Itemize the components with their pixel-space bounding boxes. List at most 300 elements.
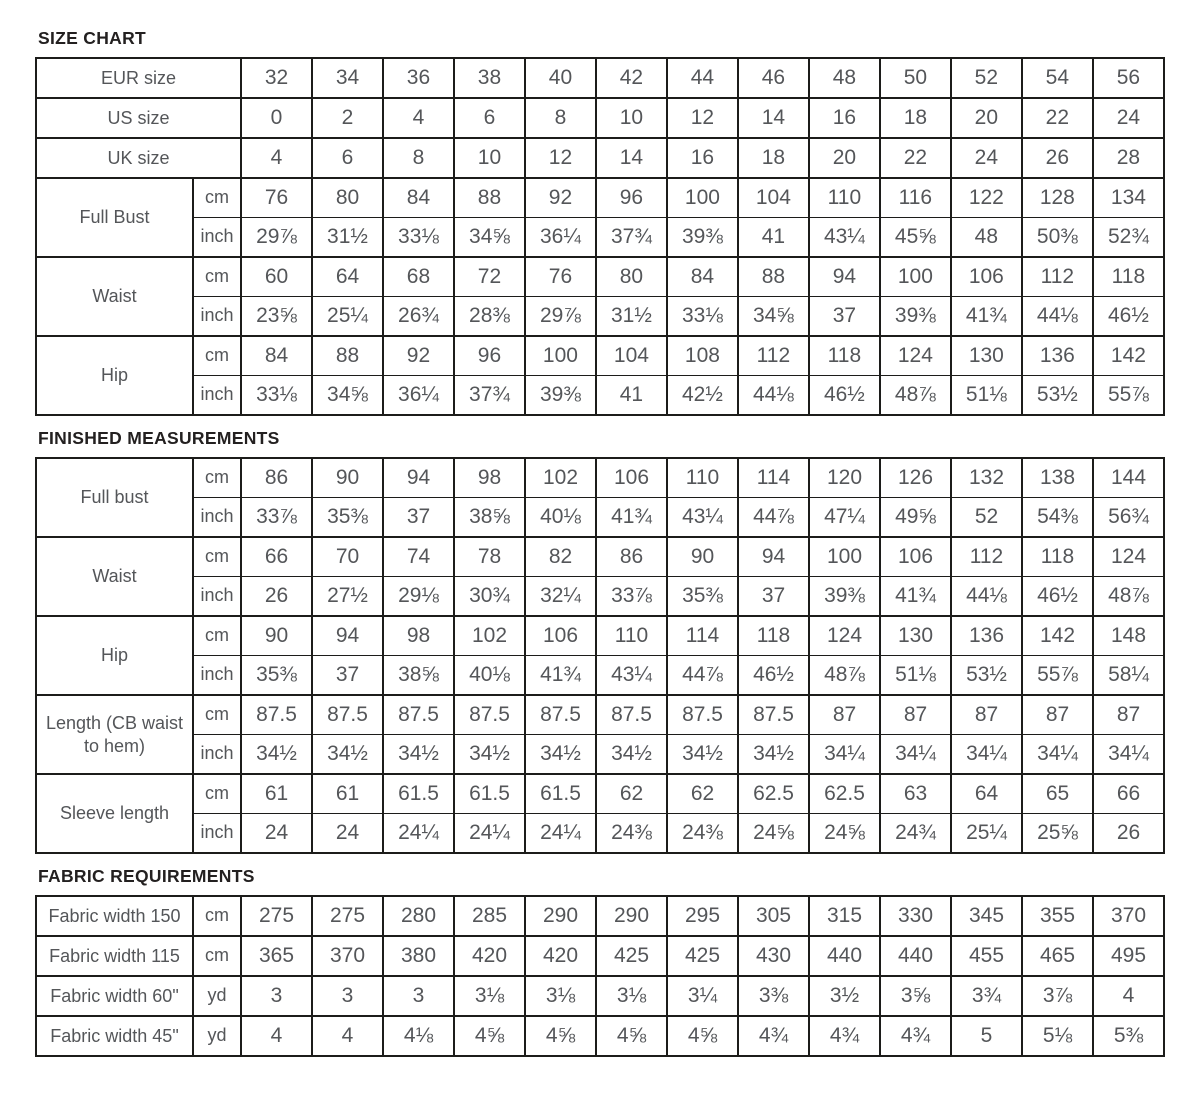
value-cell: 34½ xyxy=(241,735,312,775)
value-cell: 40⅛ xyxy=(525,498,596,538)
value-cell: 102 xyxy=(525,458,596,498)
value-cell: 370 xyxy=(312,936,383,976)
value-cell: 136 xyxy=(951,616,1022,656)
value-cell: 42½ xyxy=(667,376,738,416)
value-cell: 87.5 xyxy=(383,695,454,735)
size-chart-title: SIZE CHART xyxy=(38,28,146,48)
value-cell: 34⅝ xyxy=(312,376,383,416)
value-cell: 87.5 xyxy=(312,695,383,735)
value-cell: 12 xyxy=(525,138,596,178)
value-cell: 42 xyxy=(596,58,667,98)
value-cell: 4⅝ xyxy=(667,1016,738,1056)
value-cell: 61 xyxy=(312,774,383,814)
value-cell: 26 xyxy=(241,577,312,617)
value-cell: 39⅜ xyxy=(880,297,951,337)
value-cell: 25⅝ xyxy=(1022,814,1093,854)
unit-cell: cm xyxy=(193,178,241,218)
value-cell: 14 xyxy=(738,98,809,138)
unit-cell: cm xyxy=(193,695,241,735)
value-cell: 60 xyxy=(241,257,312,297)
finished-measurements-table xyxy=(35,457,1165,854)
value-cell: 35⅜ xyxy=(241,656,312,696)
value-cell: 35⅜ xyxy=(667,577,738,617)
value-cell: 87 xyxy=(880,695,951,735)
value-cell: 8 xyxy=(525,98,596,138)
value-cell: 33⅛ xyxy=(241,376,312,416)
value-cell: 24 xyxy=(241,814,312,854)
value-cell: 124 xyxy=(880,336,951,376)
value-cell: 48⅞ xyxy=(1093,577,1164,617)
value-cell: 33⅞ xyxy=(596,577,667,617)
value-cell: 39⅜ xyxy=(809,577,880,617)
value-cell: 144 xyxy=(1093,458,1164,498)
value-cell: 86 xyxy=(241,458,312,498)
value-cell: 61 xyxy=(241,774,312,814)
value-cell: 87.5 xyxy=(596,695,667,735)
value-cell: 44⅛ xyxy=(738,376,809,416)
value-cell: 33⅛ xyxy=(383,218,454,258)
value-cell: 28 xyxy=(1093,138,1164,178)
value-cell: 6 xyxy=(312,138,383,178)
value-cell: 36 xyxy=(383,58,454,98)
value-cell: 44⅛ xyxy=(1022,297,1093,337)
value-cell: 56 xyxy=(1093,58,1164,98)
value-cell: 29⅛ xyxy=(383,577,454,617)
value-cell: 3¾ xyxy=(951,976,1022,1016)
row-label: Full Bust xyxy=(36,178,193,257)
value-cell: 130 xyxy=(880,616,951,656)
value-cell: 34½ xyxy=(596,735,667,775)
value-cell: 4 xyxy=(383,98,454,138)
unit-cell: inch xyxy=(193,218,241,258)
value-cell: 76 xyxy=(525,257,596,297)
value-cell: 114 xyxy=(738,458,809,498)
value-cell: 34½ xyxy=(312,735,383,775)
value-cell: 38⅝ xyxy=(383,656,454,696)
value-cell: 61.5 xyxy=(383,774,454,814)
value-cell: 48 xyxy=(951,218,1022,258)
value-cell: 39⅜ xyxy=(667,218,738,258)
value-cell: 34¼ xyxy=(809,735,880,775)
value-cell: 46½ xyxy=(738,656,809,696)
fabric-requirements-table xyxy=(35,895,1165,1057)
value-cell: 47¼ xyxy=(809,498,880,538)
value-cell: 0 xyxy=(241,98,312,138)
row-label: Hip xyxy=(36,336,193,415)
row-label: Hip xyxy=(36,616,193,695)
value-cell: 34½ xyxy=(738,735,809,775)
unit-cell: cm xyxy=(193,616,241,656)
value-cell: 132 xyxy=(951,458,1022,498)
value-cell: 4 xyxy=(241,1016,312,1056)
value-cell: 63 xyxy=(880,774,951,814)
value-cell: 122 xyxy=(951,178,1022,218)
value-cell: 110 xyxy=(667,458,738,498)
value-cell: 5⅜ xyxy=(1093,1016,1164,1056)
value-cell: 41¾ xyxy=(525,656,596,696)
value-cell: 54 xyxy=(1022,58,1093,98)
value-cell: 4¾ xyxy=(809,1016,880,1056)
value-cell: 34⅝ xyxy=(738,297,809,337)
value-cell: 37¾ xyxy=(596,218,667,258)
value-cell: 106 xyxy=(596,458,667,498)
section-finished-measurements xyxy=(35,428,1165,854)
value-cell: 92 xyxy=(525,178,596,218)
value-cell: 34 xyxy=(312,58,383,98)
value-cell: 365 xyxy=(241,936,312,976)
value-cell: 124 xyxy=(809,616,880,656)
value-cell: 110 xyxy=(596,616,667,656)
value-cell: 20 xyxy=(951,98,1022,138)
value-cell: 87.5 xyxy=(454,695,525,735)
value-cell: 3⅛ xyxy=(454,976,525,1016)
value-cell: 118 xyxy=(1022,537,1093,577)
value-cell: 3¼ xyxy=(667,976,738,1016)
value-cell: 34¼ xyxy=(1093,735,1164,775)
value-cell: 35⅜ xyxy=(312,498,383,538)
value-cell: 50⅜ xyxy=(1022,218,1093,258)
value-cell: 62.5 xyxy=(738,774,809,814)
value-cell: 3⅜ xyxy=(738,976,809,1016)
unit-cell: yd xyxy=(193,976,241,1016)
row-label: Fabric width 150 xyxy=(36,896,193,936)
value-cell: 3⅛ xyxy=(525,976,596,1016)
value-cell: 3⅞ xyxy=(1022,976,1093,1016)
value-cell: 44⅞ xyxy=(667,656,738,696)
value-cell: 120 xyxy=(809,458,880,498)
value-cell: 40⅛ xyxy=(454,656,525,696)
value-cell: 28⅜ xyxy=(454,297,525,337)
value-cell: 26 xyxy=(1022,138,1093,178)
value-cell: 48⅞ xyxy=(880,376,951,416)
value-cell: 31½ xyxy=(312,218,383,258)
row-label: US size xyxy=(36,98,241,138)
value-cell: 41 xyxy=(596,376,667,416)
value-cell: 55⅞ xyxy=(1093,376,1164,416)
value-cell: 275 xyxy=(241,896,312,936)
value-cell: 4 xyxy=(1093,976,1164,1016)
value-cell: 34½ xyxy=(383,735,454,775)
value-cell: 295 xyxy=(667,896,738,936)
value-cell: 10 xyxy=(454,138,525,178)
value-cell: 108 xyxy=(667,336,738,376)
value-cell: 29⅞ xyxy=(525,297,596,337)
value-cell: 46½ xyxy=(1093,297,1164,337)
value-cell: 4 xyxy=(312,1016,383,1056)
value-cell: 98 xyxy=(454,458,525,498)
value-cell: 52 xyxy=(951,58,1022,98)
value-cell: 18 xyxy=(880,98,951,138)
value-cell: 100 xyxy=(667,178,738,218)
value-cell: 87 xyxy=(1022,695,1093,735)
value-cell: 64 xyxy=(312,257,383,297)
value-cell: 52¾ xyxy=(1093,218,1164,258)
value-cell: 49⅝ xyxy=(880,498,951,538)
value-cell: 275 xyxy=(312,896,383,936)
value-cell: 128 xyxy=(1022,178,1093,218)
section-fabric-requirements xyxy=(35,866,1165,1057)
value-cell: 32 xyxy=(241,58,312,98)
value-cell: 455 xyxy=(951,936,1022,976)
value-cell: 64 xyxy=(951,774,1022,814)
row-label: Waist xyxy=(36,257,193,336)
value-cell: 36¼ xyxy=(525,218,596,258)
value-cell: 34¼ xyxy=(880,735,951,775)
row-label: UK size xyxy=(36,138,241,178)
value-cell: 96 xyxy=(454,336,525,376)
value-cell: 87 xyxy=(1093,695,1164,735)
value-cell: 41¾ xyxy=(951,297,1022,337)
value-cell: 98 xyxy=(383,616,454,656)
value-cell: 26 xyxy=(1093,814,1164,854)
value-cell: 18 xyxy=(738,138,809,178)
value-cell: 72 xyxy=(454,257,525,297)
value-cell: 118 xyxy=(809,336,880,376)
unit-cell: inch xyxy=(193,577,241,617)
value-cell: 33⅛ xyxy=(667,297,738,337)
value-cell: 148 xyxy=(1093,616,1164,656)
unit-cell: cm xyxy=(193,936,241,976)
value-cell: 61.5 xyxy=(525,774,596,814)
unit-cell: cm xyxy=(193,896,241,936)
value-cell: 106 xyxy=(880,537,951,577)
value-cell: 24¼ xyxy=(454,814,525,854)
value-cell: 285 xyxy=(454,896,525,936)
value-cell: 29⅞ xyxy=(241,218,312,258)
value-cell: 34⅝ xyxy=(454,218,525,258)
value-cell: 37 xyxy=(383,498,454,538)
value-cell: 24¾ xyxy=(880,814,951,854)
value-cell: 41¾ xyxy=(880,577,951,617)
value-cell: 34½ xyxy=(525,735,596,775)
value-cell: 3 xyxy=(241,976,312,1016)
value-cell: 36¼ xyxy=(383,376,454,416)
value-cell: 130 xyxy=(951,336,1022,376)
value-cell: 44 xyxy=(667,58,738,98)
unit-cell: cm xyxy=(193,336,241,376)
value-cell: 305 xyxy=(738,896,809,936)
value-cell: 37¾ xyxy=(454,376,525,416)
unit-cell: inch xyxy=(193,735,241,775)
value-cell: 355 xyxy=(1022,896,1093,936)
value-cell: 106 xyxy=(951,257,1022,297)
value-cell: 43¼ xyxy=(667,498,738,538)
value-cell: 90 xyxy=(667,537,738,577)
value-cell: 45⅝ xyxy=(880,218,951,258)
value-cell: 112 xyxy=(738,336,809,376)
value-cell: 4⅝ xyxy=(525,1016,596,1056)
unit-cell: cm xyxy=(193,774,241,814)
value-cell: 84 xyxy=(383,178,454,218)
value-cell: 430 xyxy=(738,936,809,976)
size-chart-table xyxy=(35,57,1165,416)
value-cell: 65 xyxy=(1022,774,1093,814)
value-cell: 38⅝ xyxy=(454,498,525,538)
value-cell: 37 xyxy=(809,297,880,337)
value-cell: 440 xyxy=(880,936,951,976)
value-cell: 12 xyxy=(667,98,738,138)
value-cell: 37 xyxy=(738,577,809,617)
row-label: Sleeve length xyxy=(36,774,193,853)
value-cell: 94 xyxy=(809,257,880,297)
value-cell: 46½ xyxy=(1022,577,1093,617)
value-cell: 315 xyxy=(809,896,880,936)
value-cell: 43¼ xyxy=(809,218,880,258)
value-cell: 90 xyxy=(312,458,383,498)
value-cell: 380 xyxy=(383,936,454,976)
value-cell: 94 xyxy=(312,616,383,656)
value-cell: 43¼ xyxy=(596,656,667,696)
value-cell: 330 xyxy=(880,896,951,936)
value-cell: 34½ xyxy=(667,735,738,775)
value-cell: 8 xyxy=(383,138,454,178)
value-cell: 100 xyxy=(880,257,951,297)
value-cell: 134 xyxy=(1093,178,1164,218)
value-cell: 16 xyxy=(809,98,880,138)
value-cell: 10 xyxy=(596,98,667,138)
value-cell: 94 xyxy=(738,537,809,577)
unit-cell: cm xyxy=(193,257,241,297)
value-cell: 136 xyxy=(1022,336,1093,376)
value-cell: 66 xyxy=(241,537,312,577)
value-cell: 37 xyxy=(312,656,383,696)
value-cell: 126 xyxy=(880,458,951,498)
value-cell: 24 xyxy=(951,138,1022,178)
value-cell: 78 xyxy=(454,537,525,577)
value-cell: 68 xyxy=(383,257,454,297)
value-cell: 62.5 xyxy=(809,774,880,814)
value-cell: 40 xyxy=(525,58,596,98)
value-cell: 32¼ xyxy=(525,577,596,617)
value-cell: 420 xyxy=(525,936,596,976)
value-cell: 88 xyxy=(738,257,809,297)
value-cell: 88 xyxy=(312,336,383,376)
value-cell: 51⅛ xyxy=(951,376,1022,416)
value-cell: 94 xyxy=(383,458,454,498)
value-cell: 70 xyxy=(312,537,383,577)
row-label: Waist xyxy=(36,537,193,616)
value-cell: 44⅛ xyxy=(951,577,1022,617)
value-cell: 53½ xyxy=(1022,376,1093,416)
value-cell: 62 xyxy=(596,774,667,814)
fabric-requirements-title: FABRIC REQUIREMENTS xyxy=(38,866,255,886)
value-cell: 425 xyxy=(667,936,738,976)
value-cell: 84 xyxy=(667,257,738,297)
value-cell: 76 xyxy=(241,178,312,218)
value-cell: 96 xyxy=(596,178,667,218)
value-cell: 92 xyxy=(383,336,454,376)
value-cell: 3 xyxy=(383,976,454,1016)
value-cell: 74 xyxy=(383,537,454,577)
value-cell: 290 xyxy=(596,896,667,936)
value-cell: 112 xyxy=(1022,257,1093,297)
value-cell: 100 xyxy=(809,537,880,577)
value-cell: 61.5 xyxy=(454,774,525,814)
value-cell: 112 xyxy=(951,537,1022,577)
unit-cell: inch xyxy=(193,376,241,416)
value-cell: 16 xyxy=(667,138,738,178)
value-cell: 4⅝ xyxy=(596,1016,667,1056)
value-cell: 3⅛ xyxy=(596,976,667,1016)
value-cell: 86 xyxy=(596,537,667,577)
value-cell: 124 xyxy=(1093,537,1164,577)
value-cell: 280 xyxy=(383,896,454,936)
section-size-chart xyxy=(35,28,1165,416)
value-cell: 465 xyxy=(1022,936,1093,976)
unit-cell: yd xyxy=(193,1016,241,1056)
value-cell: 345 xyxy=(951,896,1022,936)
value-cell: 290 xyxy=(525,896,596,936)
value-cell: 88 xyxy=(454,178,525,218)
value-cell: 31½ xyxy=(596,297,667,337)
value-cell: 24¼ xyxy=(525,814,596,854)
value-cell: 4¾ xyxy=(738,1016,809,1056)
value-cell: 20 xyxy=(809,138,880,178)
value-cell: 34¼ xyxy=(1022,735,1093,775)
value-cell: 425 xyxy=(596,936,667,976)
value-cell: 52 xyxy=(951,498,1022,538)
value-cell: 27½ xyxy=(312,577,383,617)
unit-cell: inch xyxy=(193,656,241,696)
value-cell: 90 xyxy=(241,616,312,656)
value-cell: 4¾ xyxy=(880,1016,951,1056)
value-cell: 46½ xyxy=(809,376,880,416)
row-label: EUR size xyxy=(36,58,241,98)
value-cell: 370 xyxy=(1093,896,1164,936)
value-cell: 41 xyxy=(738,218,809,258)
unit-cell: inch xyxy=(193,498,241,538)
row-label: Length (CB waist to hem) xyxy=(36,695,193,774)
value-cell: 118 xyxy=(1093,257,1164,297)
unit-cell: inch xyxy=(193,814,241,854)
value-cell: 50 xyxy=(880,58,951,98)
value-cell: 104 xyxy=(596,336,667,376)
value-cell: 106 xyxy=(525,616,596,656)
value-cell: 24⅝ xyxy=(738,814,809,854)
value-cell: 420 xyxy=(454,936,525,976)
value-cell: 87.5 xyxy=(241,695,312,735)
value-cell: 87.5 xyxy=(738,695,809,735)
value-cell: 34½ xyxy=(454,735,525,775)
value-cell: 6 xyxy=(454,98,525,138)
value-cell: 118 xyxy=(738,616,809,656)
value-cell: 48⅞ xyxy=(809,656,880,696)
value-cell: 24 xyxy=(312,814,383,854)
value-cell: 87.5 xyxy=(667,695,738,735)
value-cell: 66 xyxy=(1093,774,1164,814)
value-cell: 30¾ xyxy=(454,577,525,617)
value-cell: 41¾ xyxy=(596,498,667,538)
value-cell: 2 xyxy=(312,98,383,138)
value-cell: 51⅛ xyxy=(880,656,951,696)
value-cell: 5⅛ xyxy=(1022,1016,1093,1056)
value-cell: 33⅞ xyxy=(241,498,312,538)
value-cell: 104 xyxy=(738,178,809,218)
value-cell: 22 xyxy=(1022,98,1093,138)
value-cell: 142 xyxy=(1022,616,1093,656)
value-cell: 38 xyxy=(454,58,525,98)
value-cell: 82 xyxy=(525,537,596,577)
value-cell: 5 xyxy=(951,1016,1022,1056)
value-cell: 44⅞ xyxy=(738,498,809,538)
value-cell: 48 xyxy=(809,58,880,98)
value-cell: 142 xyxy=(1093,336,1164,376)
value-cell: 26¾ xyxy=(383,297,454,337)
value-cell: 102 xyxy=(454,616,525,656)
value-cell: 39⅜ xyxy=(525,376,596,416)
value-cell: 24⅜ xyxy=(667,814,738,854)
value-cell: 55⅞ xyxy=(1022,656,1093,696)
